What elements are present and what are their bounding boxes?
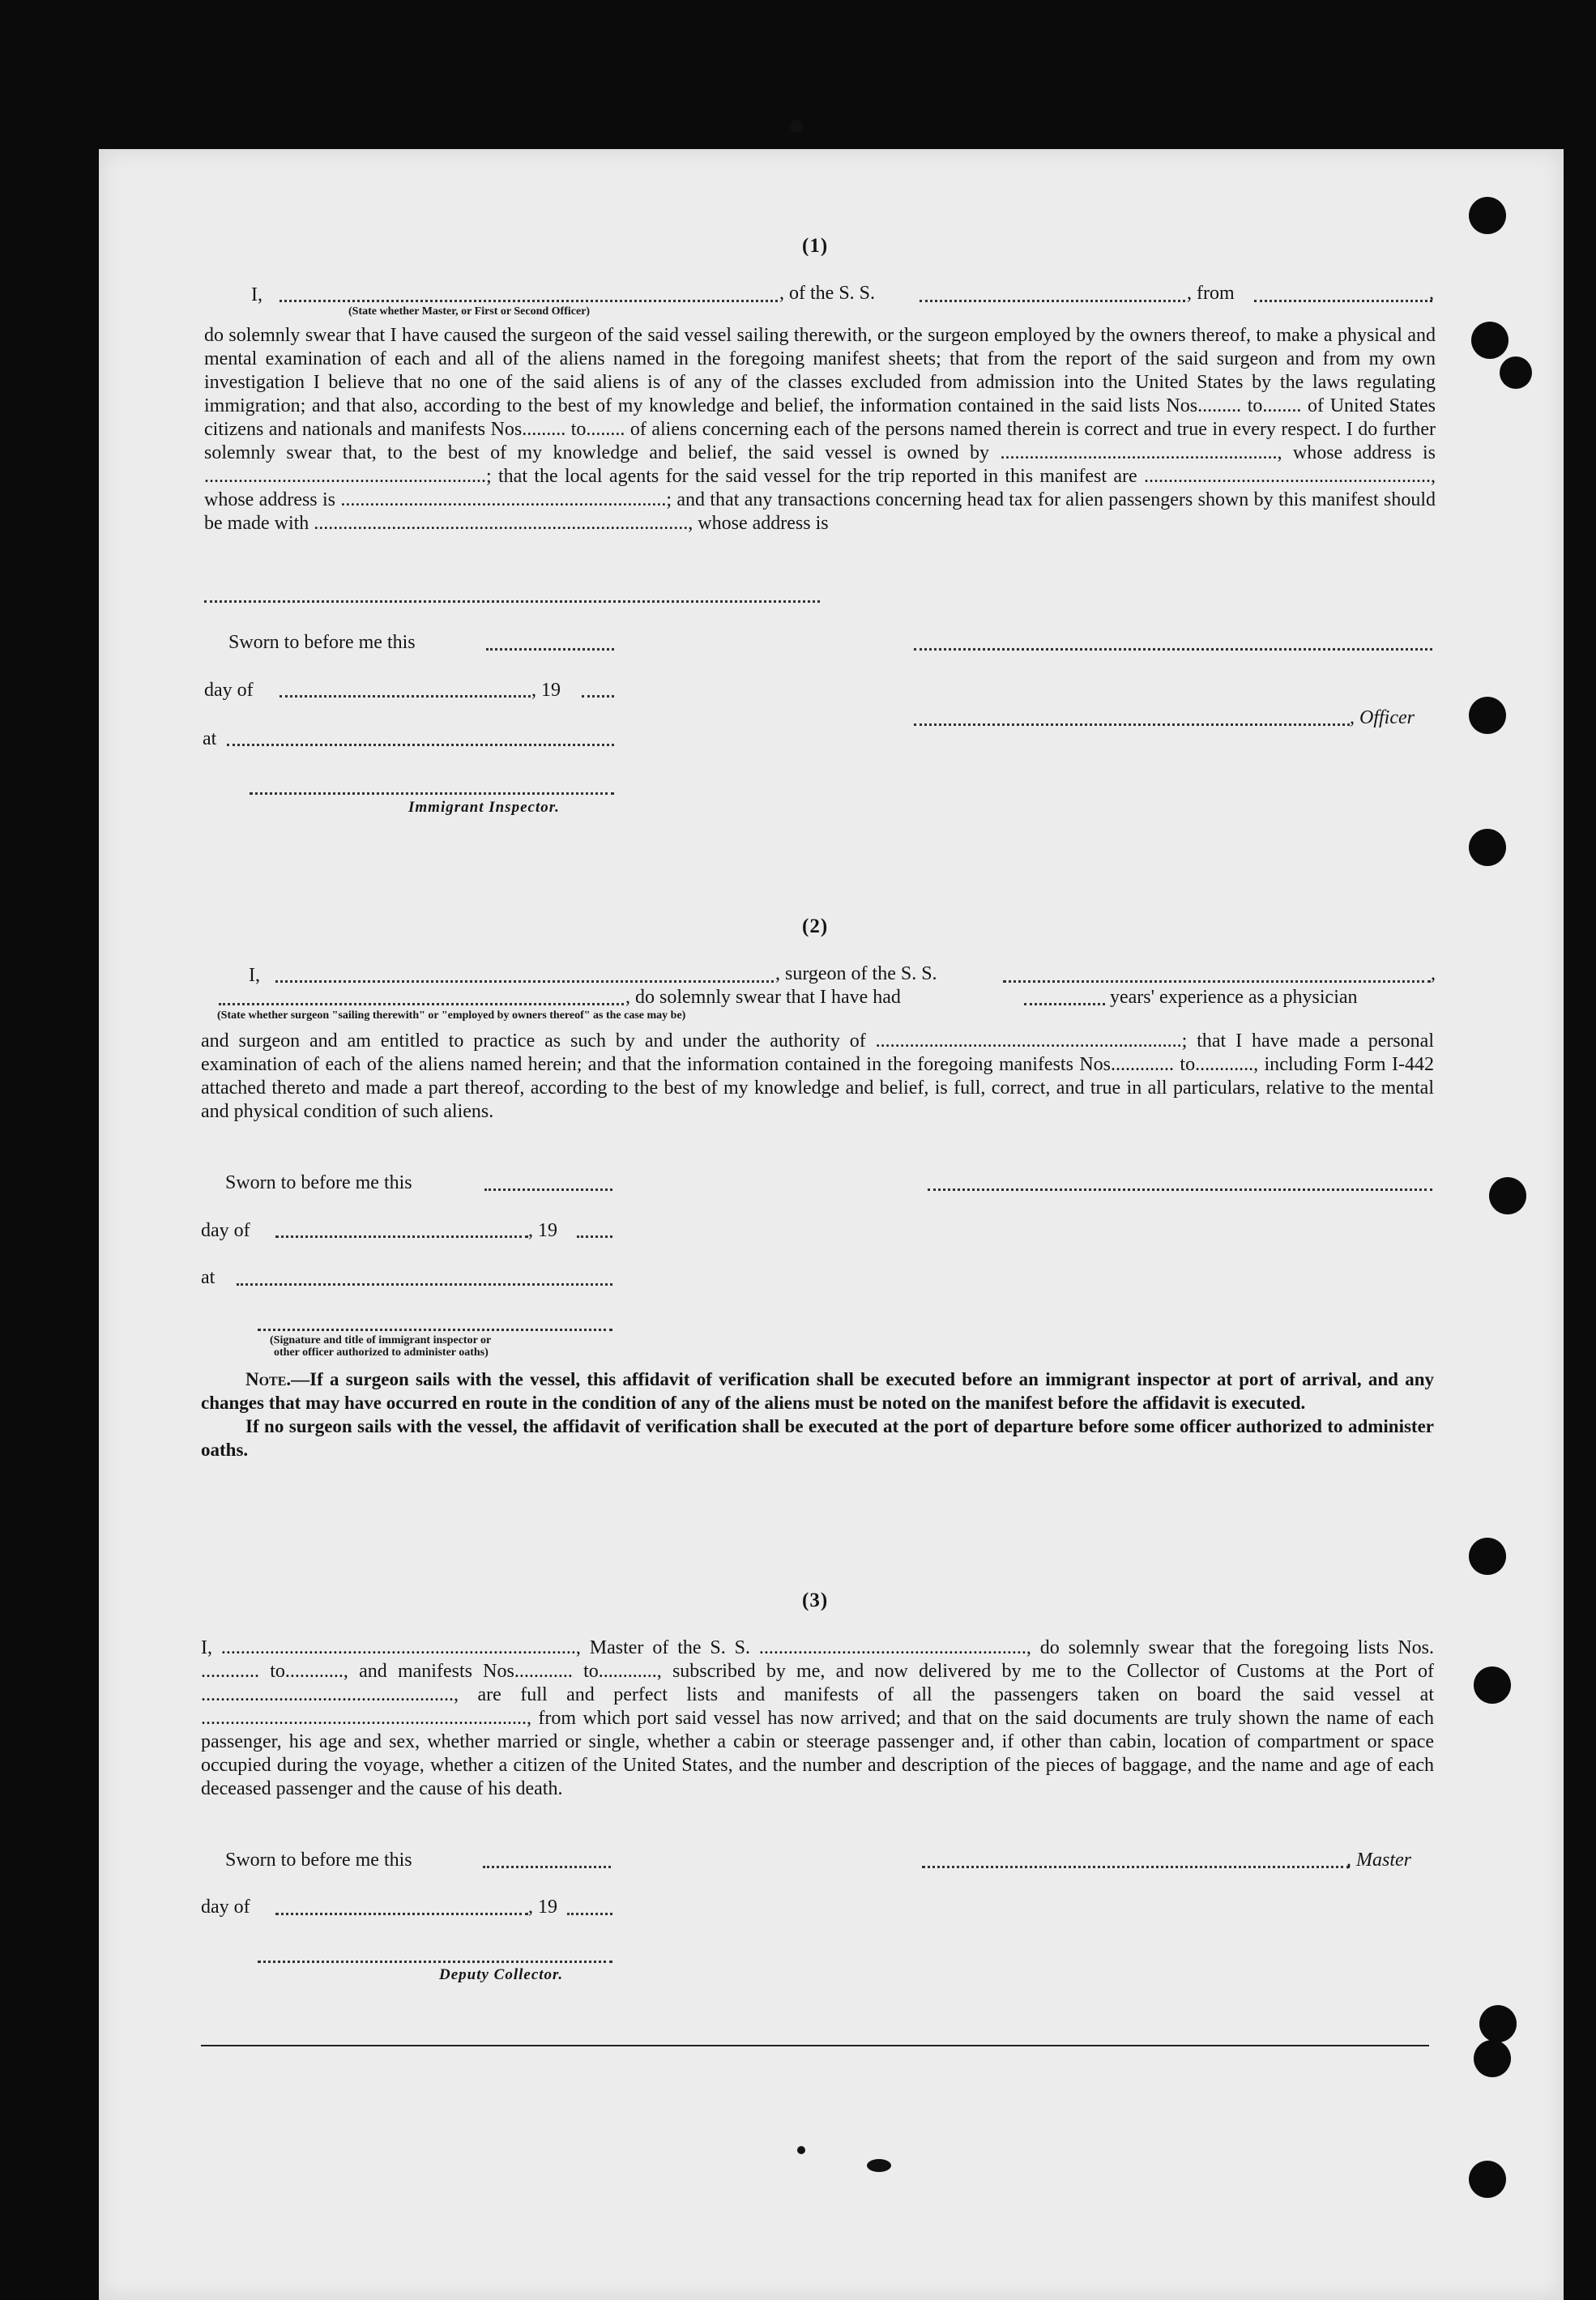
section-3-collector: Deputy Collector. <box>439 1966 564 1983</box>
section-3-day-of: day of <box>201 1897 250 1918</box>
section-3-master: , Master <box>1346 1850 1411 1871</box>
fill-line-officer-signature <box>914 723 1350 726</box>
section-3-number: (3) <box>802 1590 829 1611</box>
fill-line-years <box>1024 1003 1105 1005</box>
section-1-officer: , Officer <box>1350 707 1415 728</box>
section-2-body-text: and surgeon and am entitled to practice as such by and under the authority of ...............................................................; that I have made a personal examination of each of the aliens named herein; and that the information contained in the foregoing manifests Nos............. to............, including Form I-442 attached thereto and made a part thereof, according to the best of my knowledge and belief, is full, correct, and true in all particulars, relative to the mental and physical condition of such aliens. <box>201 1031 1434 1122</box>
fill-line-day-2 <box>275 1235 528 1238</box>
ink-speck <box>867 2159 891 2172</box>
fill-line-inspector-signature <box>250 792 614 795</box>
punch-hole <box>1474 2040 1511 2077</box>
ink-speck <box>790 120 803 133</box>
section-2-years: years' experience as a physician <box>1110 987 1358 1008</box>
fill-line-year-2 <box>577 1235 612 1238</box>
fill-line-sworn-date <box>486 648 614 651</box>
fill-line-address <box>204 600 820 603</box>
section-2-sig-note-1: (Signature and title of immigrant inspector or <box>270 1334 492 1346</box>
section-3-body-text: I, ........................................................................., Master of the S. S. ......................................................., do solemnly swear that the foregoing lists Nos. ............ to............, and manifests Nos............ to............, subscribed by me, and now delivered by me to the Collector of Customs at the Port of ...................................................., are full and perfect lists and manifests of all the passengers taken on board the said vessel at ..................................................................., from which port said vessel has now arrived; and that on the said documents are truly shown the name of each passenger, his age and sex, whether married or single, whether a cabin or steerage passenger and, if other than cabin, location of compartment or space occupied during the voyage, whether a citizen of the United States, and the number and description of the pieces of baggage, and the name and age of each deceased passenger and the cause of his death. <box>201 1637 1434 1799</box>
section-2-body <box>201 1030 1434 1124</box>
punch-hole <box>1469 2161 1506 2198</box>
section-1-comma: , <box>1429 283 1434 304</box>
section-2-i: I, <box>249 965 260 986</box>
section-1-at: at <box>203 728 217 749</box>
fill-line-surgeon-type <box>219 1003 624 1005</box>
section-2-number: (2) <box>802 915 829 937</box>
section-1-of-ss: , of the S. S. <box>779 283 876 304</box>
punch-hole <box>1469 197 1506 234</box>
fill-line-at <box>227 744 614 746</box>
fill-line-surgeon-vessel <box>1003 980 1431 983</box>
section-2-sig-note-2: other officer authorized to administer oaths) <box>274 1346 489 1359</box>
section-2-note: (State whether surgeon "sailing therewith" or "employed by owners thereof" as the case may be) <box>217 1009 686 1022</box>
fill-line-day <box>280 695 531 698</box>
section-2-day-of: day of <box>201 1220 250 1241</box>
section-3-body <box>201 1636 1434 1801</box>
punch-hole <box>1471 322 1509 359</box>
fill-line-sworn-date-2 <box>484 1188 612 1191</box>
fill-line-at-2 <box>237 1283 612 1286</box>
section-1-i: I, <box>251 284 262 305</box>
section-1-number: (1) <box>802 235 829 257</box>
section-3-sworn: Sworn to before me this <box>225 1850 412 1871</box>
fill-line-officer-name <box>280 300 778 302</box>
section-1-from: , from <box>1187 283 1235 304</box>
punch-hole <box>1474 1666 1511 1704</box>
note-text: —If a surgeon sails with the vessel, this affidavit of verification shall be executed before an immigrant inspector at port of arrival, and any changes that may have occurred en route in the condition of any of the aliens must be noted on the manifest before the affidavit is executed. <box>201 1369 1434 1413</box>
fill-line-authorized-signature <box>258 1329 612 1331</box>
fill-line-year-3 <box>567 1913 612 1915</box>
fill-line-master-signature <box>922 1866 1350 1868</box>
section-1-body <box>204 324 1436 536</box>
section-2-surgeon-of: , surgeon of the S. S. <box>775 963 937 984</box>
section-2-comma: , <box>1431 963 1436 984</box>
fill-line-from-port <box>1254 300 1432 302</box>
punch-hole <box>1479 2005 1517 2042</box>
punch-hole <box>1469 829 1506 866</box>
bottom-rule <box>201 2045 1429 2046</box>
section-1-body-text: do solemnly swear that I have caused the surgeon of the said vessel sailing therewith, or the surgeon employed by the owners thereof, to make a physical and mental examination of each and all of the aliens named in the foregoing manifest sheets; that from the report of the said surgeon and from my own investigation I believe that no one of the said aliens is of any of the classes excluded from admission into the United States by the laws regulating immigration; and that also, according to the best of my knowledge and belief, the information contained in the said lists Nos......... to........ of United States citizens and nationals and manifests Nos......... to........ of aliens concerning each of the persons named therein is correct and true in every respect. I do further solemnly swear that, to the best of my knowledge and belief, the said vessel is owned by ........................................................., whose address is ..........................................................; that the local agents for the said vessel for the trip reported in this manifest are ..........................................................., whose address is ...................................................................; and that any transactions concerning head tax for alien passengers shown by this manifest should be made with ............................................................................., whose address is <box>204 325 1436 534</box>
punch-hole <box>1469 697 1506 734</box>
section-3-year: , 19 <box>528 1897 557 1918</box>
section-1-sworn: Sworn to before me this <box>228 632 416 653</box>
punch-hole <box>1489 1177 1526 1214</box>
section-2-note-block <box>201 1368 1434 1462</box>
punch-hole <box>1500 356 1532 389</box>
ink-speck <box>797 2146 805 2154</box>
fill-line-day-3 <box>275 1913 528 1915</box>
note-label: Note. <box>245 1369 292 1389</box>
fill-line-sworn-date-3 <box>483 1866 611 1868</box>
note-text-2: If no surgeon sails with the vessel, the affidavit of verification shall be executed at the port of departure before some officer authorized to administer oaths. <box>201 1416 1434 1460</box>
section-2-at: at <box>201 1267 216 1288</box>
section-1-day-of: day of <box>204 680 254 701</box>
fill-line-surgeon-signature <box>928 1188 1432 1191</box>
section-2-line2: , do solemnly swear that I have had <box>625 987 901 1008</box>
fill-line-collector-signature <box>258 1961 612 1963</box>
section-1-inspector: Immigrant Inspector. <box>408 799 560 816</box>
section-2-sworn: Sworn to before me this <box>225 1172 412 1193</box>
punch-hole <box>1469 1538 1506 1575</box>
section-1-note: (State whether Master, or First or Second Officer) <box>348 305 591 318</box>
section-1-year: , 19 <box>531 680 561 701</box>
fill-line-vessel-name <box>920 300 1185 302</box>
section-2-year: , 19 <box>528 1220 557 1241</box>
fill-line-year <box>582 695 614 698</box>
fill-line-officer-signature-top <box>914 648 1432 651</box>
fill-line-surgeon-name <box>275 980 774 983</box>
